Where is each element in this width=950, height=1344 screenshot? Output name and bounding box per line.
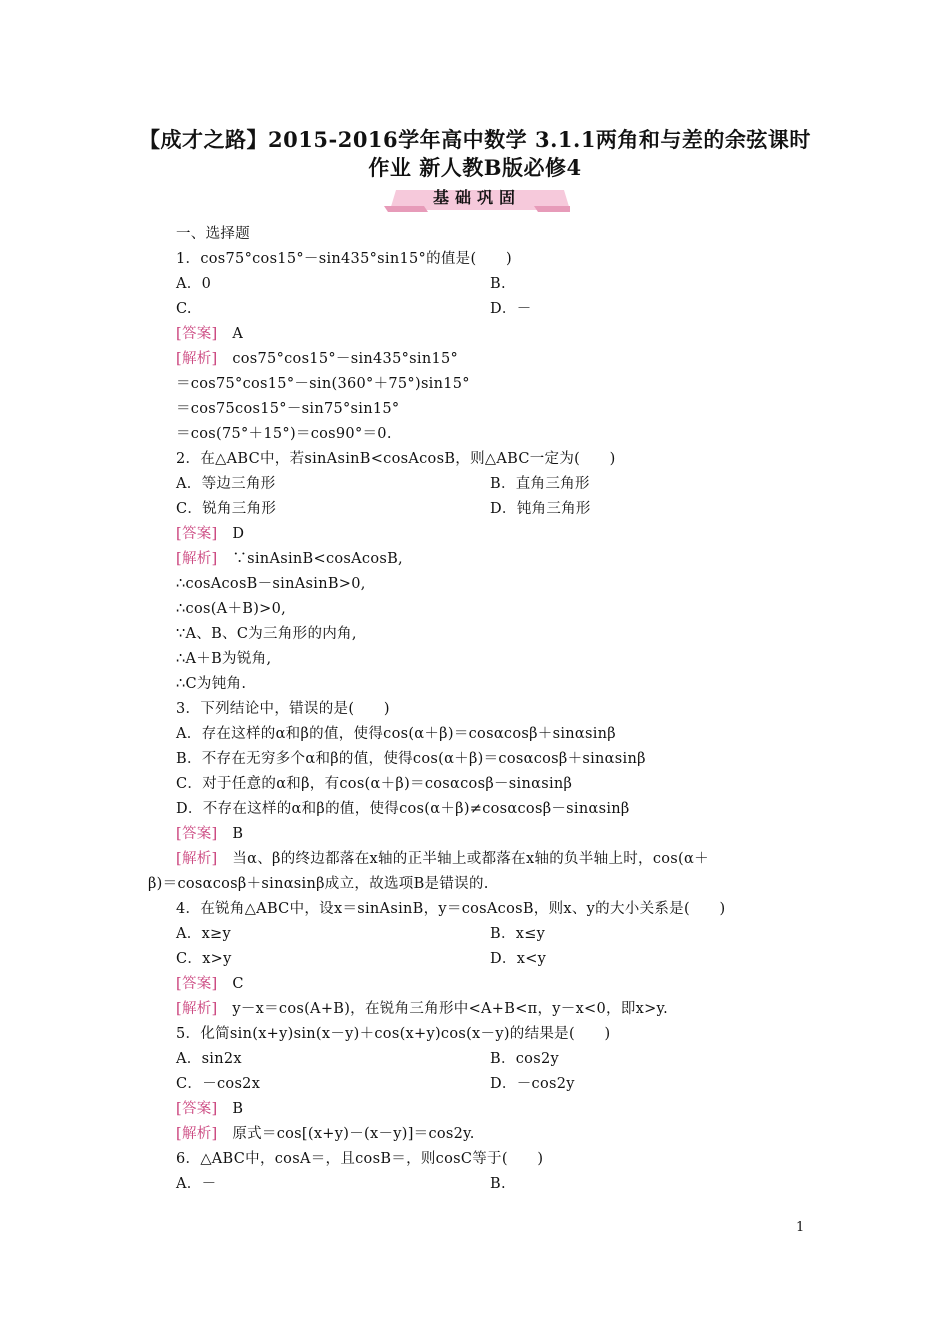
analysis-tag: [解析] xyxy=(176,851,218,867)
answer-line xyxy=(176,974,244,994)
analysis-line xyxy=(176,349,458,369)
analysis-step: ＝cos(75°＋15°)＝cos90°＝0. xyxy=(176,426,392,442)
page-number: 1 xyxy=(796,1220,805,1235)
answer-line xyxy=(176,524,244,544)
analysis-tag: [解析] xyxy=(176,551,218,567)
question-1: 1．cos75°cos15°－sin435°sin15°的值是( ) xyxy=(176,251,512,267)
option-a: A．存在这样的α和β的值，使得cos(α＋β)＝cosαcosβ＋sinαsinβ xyxy=(176,726,616,742)
analysis-line xyxy=(176,549,403,569)
document-title-line2: 作业 新人教B版必修4 xyxy=(368,155,582,180)
analysis-line xyxy=(176,849,709,869)
analysis-text: cos75°cos15°－sin435°sin15° xyxy=(232,351,459,367)
answer-value: D xyxy=(232,526,245,542)
analysis-step: ∵A、B、C为三角形的内角, xyxy=(176,626,357,642)
option-a: A．－ xyxy=(176,1176,217,1192)
option-c: C．x>y xyxy=(176,951,232,967)
analysis-line xyxy=(176,1124,475,1144)
answer-tag: [答案] xyxy=(176,1101,218,1117)
analysis-step: ＝cos75°cos15°－sin(360°＋75°)sin15° xyxy=(176,376,470,392)
analysis-tag: [解析] xyxy=(176,1126,218,1142)
analysis-text: 原式＝cos[(x+y)－(x－y)]＝cos2y. xyxy=(232,1126,475,1142)
option-b: B．不存在无穷多个α和β的值，使得cos(α＋β)＝cosαcosβ＋sinαsinβ xyxy=(176,751,646,767)
option-b: B. xyxy=(490,1176,506,1192)
section-banner-label: 基础巩固 xyxy=(432,188,521,207)
answer-line xyxy=(176,824,243,844)
analysis-step: ∴A＋B为锐角, xyxy=(176,651,272,667)
analysis-step: ∴C为钝角. xyxy=(176,676,247,692)
option-a: A．等边三角形 xyxy=(176,476,276,492)
answer-tag: [答案] xyxy=(176,326,218,342)
answer-tag: [答案] xyxy=(176,826,218,842)
option-b: B. xyxy=(490,276,506,292)
analysis-continuation: β)＝cosαcosβ＋sinαsinβ成立，故选项B是错误的. xyxy=(148,876,489,892)
analysis-step: ∴cosAcosB－sinAsinB>0, xyxy=(176,576,366,592)
section-heading: 一、选择题 xyxy=(176,226,250,242)
option-d: D．－ xyxy=(490,301,532,317)
analysis-line xyxy=(176,999,668,1019)
answer-line xyxy=(176,324,243,344)
analysis-step: ＝cos75cos15°－sin75°sin15° xyxy=(176,401,400,417)
answer-value: A xyxy=(232,326,244,342)
analysis-tag: [解析] xyxy=(176,1001,218,1017)
answer-value: C xyxy=(232,976,244,992)
option-a: A．x≥y xyxy=(176,926,231,942)
option-a: A．0 xyxy=(176,276,212,292)
analysis-text: 当α、β的终边都落在x轴的正半轴上或都落在x轴的负半轴上时，cos(α＋ xyxy=(232,851,709,867)
analysis-tag: [解析] xyxy=(176,351,218,367)
option-c: C．锐角三角形 xyxy=(176,501,277,517)
answer-value: B xyxy=(232,826,244,842)
option-d: D．不存在这样的α和β的值，使得cos(α＋β)≠cosαcosβ－sinαsinβ xyxy=(176,801,630,817)
option-b: B．直角三角形 xyxy=(490,476,590,492)
option-b: B．cos2y xyxy=(490,1051,559,1067)
question-6: 6．△ABC中，cosA＝，且cosB＝，则cosC等于( ) xyxy=(176,1151,544,1167)
question-3: 3．下列结论中，错误的是( ) xyxy=(176,701,390,717)
answer-line xyxy=(176,1099,243,1119)
option-d: D．钝角三角形 xyxy=(490,501,591,517)
analysis-step: ∴cos(A＋B)>0, xyxy=(176,601,287,617)
option-c: C. xyxy=(176,301,192,317)
option-b: B．x≤y xyxy=(490,926,546,942)
option-c: C．－cos2x xyxy=(176,1076,261,1092)
analysis-text: y－x＝cos(A+B)，在锐角三角形中<A+B<π，y－x<0，即x>y. xyxy=(232,1001,669,1017)
option-d: D．－cos2y xyxy=(490,1076,575,1092)
answer-tag: [答案] xyxy=(176,976,218,992)
option-a: A．sin2x xyxy=(176,1051,242,1067)
answer-value: B xyxy=(232,1101,244,1117)
question-5: 5．化简sin(x+y)sin(x－y)＋cos(x+y)cos(x－y)的结果是( ) xyxy=(176,1026,611,1042)
question-4: 4．在锐角△ABC中，设x＝sinAsinB，y＝cosAcosB，则x、y的大小关系是( ) xyxy=(176,901,726,917)
analysis-text: ∵sinAsinB<cosAcosB, xyxy=(232,551,403,567)
question-2: 2．在△ABC中，若sinAsinB<cosAcosB，则△ABC一定为( ) xyxy=(176,451,616,467)
answer-tag: [答案] xyxy=(176,526,218,542)
document-title-line1: 【成才之路】2015-2016学年高中数学 3.1.1两角和与差的余弦课时 xyxy=(139,127,811,152)
option-d: D．x<y xyxy=(490,951,547,967)
option-c: C．对于任意的α和β，有cos(α＋β)＝cosαcosβ－sinαsinβ xyxy=(176,776,573,792)
